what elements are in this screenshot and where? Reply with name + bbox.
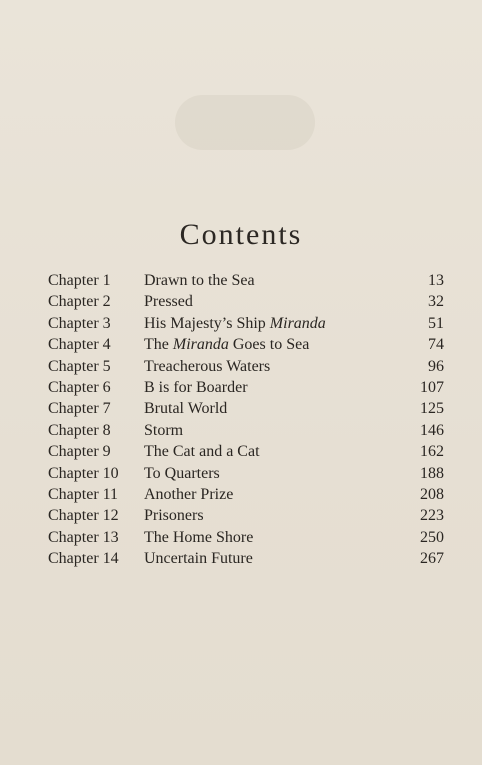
toc-chapter-title [144,527,404,548]
toc-chapter-number: Chapter 14 [48,550,119,568]
toc-row [48,270,444,291]
toc-row [48,420,444,441]
toc-chapter-title [144,398,404,419]
toc-page-number: 125 [420,400,444,418]
toc-title-segment: Pressed [144,293,193,311]
toc-title-segment: The Home Shore [144,528,254,546]
toc-chapter-number: Chapter 1 [48,272,111,289]
toc-title-segment: To Quarters [144,464,220,482]
toc-title-segment: Goes to Sea [228,336,310,354]
toc-chapter-title [144,334,404,355]
toc-chapter-number: Chapter 8 [48,421,111,439]
toc-chapter-title [144,484,404,505]
toc-chapter-number: Chapter 5 [48,357,111,375]
toc-title-segment: B is for Boarder [144,378,248,396]
toc-chapter-title [144,377,404,398]
toc-chapter-number: Chapter 2 [48,293,111,311]
toc-page-number: 32 [428,293,444,311]
toc-title-italic-segment: Miranda [269,314,326,332]
toc-title-segment: Treacherous Waters [144,357,271,375]
toc-title-segment: The [144,336,173,354]
toc-title-italic-segment: Miranda [172,336,229,354]
toc-page-number: 96 [428,357,444,375]
toc-row [48,441,444,462]
toc-chapter-title [144,313,404,334]
toc-page-number: 146 [420,421,444,439]
toc-title-segment: Storm [144,421,184,439]
toc-title-segment: Drawn to the Sea [144,272,255,289]
toc-title-segment: His Majesty’s Ship [144,314,270,332]
toc-title-segment: Prisoners [144,507,204,525]
toc-page-number: 74 [428,336,444,354]
toc-page-number: 223 [420,507,444,525]
toc-row [48,398,444,419]
toc-chapter-number: Chapter 4 [48,336,111,354]
toc-row [48,484,444,505]
toc-row [48,313,444,334]
toc-row [48,377,444,398]
toc-chapter-title [144,505,404,526]
toc-chapter-number: Chapter 6 [48,378,111,396]
page-title: Contents [179,218,303,251]
toc-page-number: 13 [428,272,444,289]
toc-chapter-number: Chapter 9 [48,443,111,461]
toc-page-number: 51 [428,314,444,332]
toc-title-segment: Another Prize [144,485,234,503]
table-of-contents [48,270,444,569]
toc-chapter-title [144,270,404,291]
toc-row [48,548,444,569]
toc-row [48,527,444,548]
toc-chapter-title [144,463,404,484]
toc-row [48,291,444,312]
toc-row [48,463,444,484]
toc-page-number: 208 [420,485,444,503]
toc-chapter-title [144,291,404,312]
toc-row [48,356,444,377]
toc-page-number: 267 [420,550,444,568]
toc-chapter-number: Chapter 10 [48,464,119,482]
toc-chapter-title [144,548,404,569]
toc-row [48,505,444,526]
toc-row [48,334,444,355]
toc-title-segment: Uncertain Future [144,550,253,568]
toc-chapter-number: Chapter 12 [48,507,119,525]
toc-chapter-title [144,356,404,377]
toc-chapter-title [144,441,404,462]
toc-page-number: 162 [420,443,444,461]
toc-chapter-number: Chapter 13 [48,528,119,546]
toc-page-number: 250 [420,528,444,546]
toc-page-number: 107 [420,378,444,396]
toc-chapter-number: Chapter 11 [48,485,119,503]
toc-chapter-number: Chapter 7 [48,400,111,418]
toc-title-segment: Brutal World [144,400,228,418]
show-through-emblem [175,95,315,150]
toc-chapter-title [144,420,404,441]
toc-chapter-number: Chapter 3 [48,314,111,332]
toc-title-segment: The Cat and a Cat [144,443,260,461]
toc-page-number: 188 [420,464,444,482]
